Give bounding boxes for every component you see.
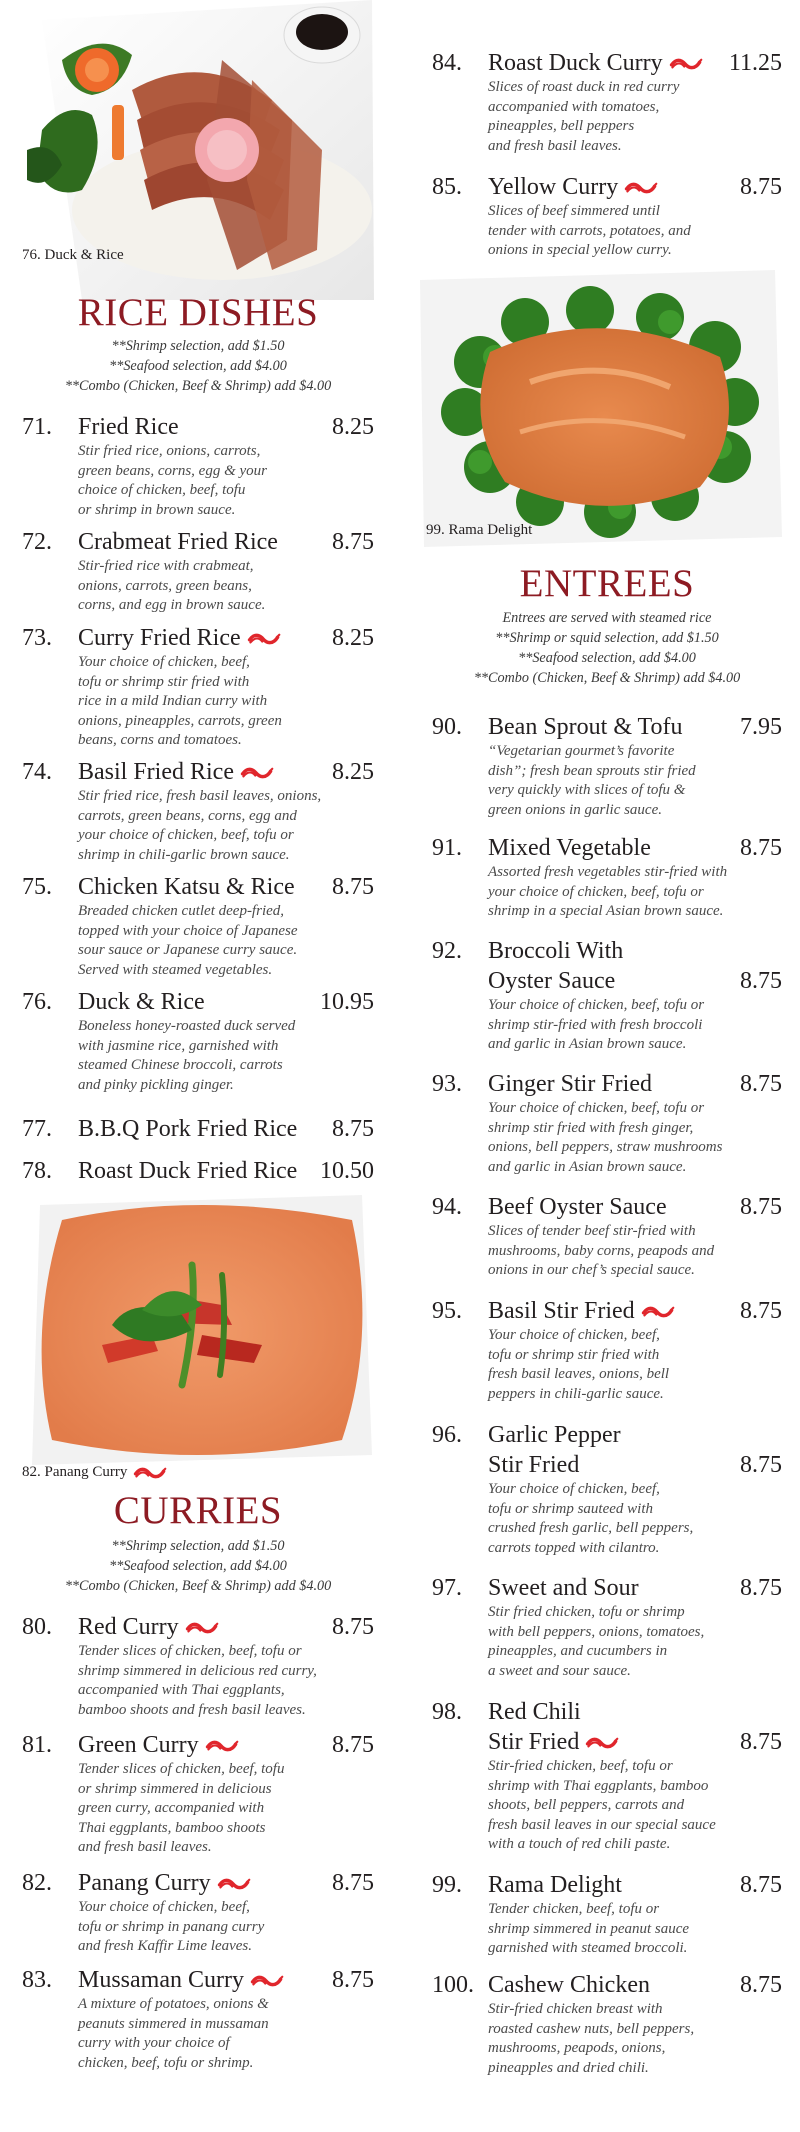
menu-item-71 (22, 412, 374, 520)
desc-line: mushrooms, peapods, onions, (488, 2040, 666, 2056)
menu-item-97 (432, 1573, 782, 1681)
item-price: 8.25 (332, 625, 374, 651)
desc-line: Your choice of chicken, beef, (488, 1327, 660, 1343)
desc-line: or shrimp in brown sauce. (78, 501, 236, 518)
item-price: 8.75 (740, 1452, 782, 1478)
menu-item-98 (432, 1697, 782, 1855)
item-number: 90. (432, 714, 462, 740)
item-price: 8.75 (740, 1729, 782, 1755)
desc-line: shrimp in a special Asian brown sauce. (488, 903, 724, 919)
spicy-chili-icon (641, 1305, 675, 1319)
desc-line: shrimp stir-fried with fresh broccoli (488, 1016, 703, 1033)
menu-item-82 (22, 1868, 374, 1957)
item-description (488, 742, 782, 820)
desc-line: Served with steamed vegetables. (78, 961, 273, 978)
desc-line: shrimp simmered in peanut sauce (488, 1920, 690, 1937)
menu-item-100 (432, 1970, 782, 2078)
desc-line: very quickly with slices of tofu & (488, 782, 686, 798)
item-description (488, 1480, 782, 1558)
desc-line: or shrimp simmered in delicious (78, 1780, 272, 1797)
item-number: 100. (432, 1972, 474, 1998)
panang-curry-photo (22, 1195, 374, 1465)
desc-line: “Vegetarian gourmet’s favorite (488, 743, 675, 759)
item-name: Mixed Vegetable (488, 835, 651, 861)
menu-item-93 (432, 1069, 782, 1177)
desc-line: fresh basil leaves in our special sauce (488, 1816, 716, 1833)
menu-item-73 (22, 623, 374, 751)
menu-item-74 (22, 757, 374, 865)
item-name: Garlic Pepper (488, 1422, 621, 1448)
item-name: Sweet and Sour (488, 1575, 639, 1601)
desc-line: accompanied with Thai eggplants, (78, 1682, 285, 1698)
rama-delight-caption: 99. Rama Delight (426, 522, 533, 538)
desc-line: with jasmine rice, garnished with (78, 1037, 279, 1054)
item-price: 8.75 (740, 1071, 782, 1097)
desc-line: corns, and egg in brown sauce. (78, 597, 266, 613)
desc-line: pineapples and dried chili. (488, 2059, 649, 2076)
item-price: 8.75 (332, 874, 374, 900)
item-name: Broccoli With (488, 938, 624, 964)
desc-line: tofu or shrimp stir fried with (78, 673, 250, 690)
desc-line: onions, bell peppers, straw mushrooms (488, 1139, 723, 1155)
desc-line: with a touch of red chili paste. (488, 1836, 671, 1852)
desc-line: green onions in garlic sauce. (488, 801, 663, 818)
rice-dishes-title: RICE DISHES (77, 291, 319, 334)
item-number: 75. (22, 874, 52, 900)
item-price: 8.75 (332, 1614, 374, 1640)
desc-line: crushed fresh garlic, bell peppers, (488, 1520, 694, 1536)
item-price: 8.75 (740, 1972, 782, 1998)
item-name: Curry Fried Rice (78, 625, 241, 651)
desc-line: onions in special yellow curry. (488, 242, 672, 258)
desc-line: pineapples, bell peppers (488, 118, 635, 134)
item-name: Fried Rice (78, 414, 179, 440)
item-description (78, 442, 374, 520)
item-number: 98. (432, 1699, 462, 1725)
item-name: Basil Stir Fried (488, 1298, 635, 1324)
item-description (488, 1222, 782, 1281)
desc-line: onions, pineapples, carrots, green (78, 712, 282, 729)
note-line: **Shrimp selection, add $1.50 (111, 338, 285, 354)
item-description (488, 1757, 782, 1855)
item-name: Red Chili (488, 1699, 581, 1725)
item-name-line2: Oyster Sauce (488, 968, 616, 994)
item-number: 78. (22, 1158, 52, 1184)
desc-line: Stir fried chicken, tofu or shrimp (488, 1604, 685, 1620)
item-description (78, 902, 374, 980)
note-line: **Shrimp selection, add $1.50 (111, 1538, 285, 1554)
note-line: **Combo (Chicken, Beef & Shrimp) add $4.00 (64, 1578, 332, 1594)
item-description (78, 1642, 374, 1720)
desc-line: mushrooms, baby corns, peapods and (488, 1242, 715, 1259)
item-number: 76. (22, 989, 52, 1015)
item-name-wrap (78, 757, 274, 787)
menu-item-90 (432, 712, 782, 820)
desc-line: topped with your choice of Japanese (78, 922, 298, 939)
desc-line: peppers in chili-garlic sauce. (488, 1385, 664, 1402)
desc-line: sour sauce or Japanese curry sauce. (78, 942, 298, 958)
item-name-wrap (78, 623, 281, 653)
desc-line: carrots, green beans, corns, egg and (78, 807, 297, 824)
item-description (488, 1099, 782, 1177)
menu-item-85 (432, 172, 782, 261)
item-price: 7.95 (740, 714, 782, 740)
desc-line: curry with your choice of (78, 2035, 230, 2051)
desc-line: Slices of roast duck in red curry (488, 79, 680, 95)
desc-line: green beans, corns, egg & your (78, 462, 267, 479)
desc-line: onions, carrots, green beans, (78, 577, 252, 594)
item-description (488, 996, 782, 1055)
desc-line: pineapples, and cucumbers in (488, 1643, 668, 1659)
menu-item-77 (22, 1114, 374, 1144)
desc-line: Stir-fried chicken breast with (488, 2001, 663, 2017)
menu-item-94 (432, 1192, 782, 1281)
menu-item-99 (432, 1870, 782, 1959)
item-name: Panang Curry (78, 1870, 211, 1896)
desc-line: dish”; fresh bean sprouts stir fried (488, 762, 696, 779)
item-number: 71. (22, 414, 52, 440)
desc-line: and fresh basil leaves. (488, 137, 622, 154)
desc-line: Stir fried rice, fresh basil leaves, onions, (78, 788, 322, 804)
item-number: 94. (432, 1194, 462, 1220)
desc-line: rice in a mild Indian curry with (78, 693, 268, 709)
item-description (488, 2000, 782, 2078)
item-price: 8.75 (740, 1872, 782, 1898)
desc-line: chicken, beef, tofu or shrimp. (78, 2054, 254, 2071)
spicy-chili-icon (585, 1736, 619, 1750)
desc-line: garnished with steamed broccoli. (488, 1940, 688, 1956)
item-price: 8.75 (332, 1870, 374, 1896)
item-name: Crabmeat Fried Rice (78, 529, 278, 555)
item-number: 95. (432, 1298, 462, 1324)
menu-item-72 (22, 527, 374, 616)
item-name-line2: Stir Fried (488, 1729, 580, 1755)
item-name: Basil Fried Rice (78, 759, 234, 785)
rice-dishes-notes (22, 336, 374, 396)
item-number: 73. (22, 625, 52, 651)
menu-item-76 (22, 987, 374, 1095)
item-name-wrap (78, 1868, 251, 1898)
desc-line: A mixture of potatoes, onions & (78, 1996, 269, 2012)
spicy-chili-icon (669, 57, 703, 71)
item-description (488, 78, 782, 156)
item-price: 8.25 (332, 759, 374, 785)
desc-line: shrimp with Thai eggplants, bamboo (488, 1777, 709, 1794)
item-name-wrap (488, 48, 703, 78)
panang-curry-caption (22, 1464, 167, 1481)
item-price: 8.75 (332, 1967, 374, 1993)
note-line: Entrees are served with steamed rice (502, 610, 712, 626)
note-line: **Seafood selection, add $4.00 (109, 1558, 287, 1574)
desc-line: shrimp stir fried with fresh ginger, (488, 1119, 694, 1136)
spicy-chili-icon (133, 1466, 167, 1480)
spicy-chili-icon (240, 766, 274, 780)
desc-line: onions in our chef’s special sauce. (488, 1262, 695, 1278)
menu-item-78 (22, 1156, 374, 1186)
menu-item-75 (22, 872, 374, 980)
item-name-wrap (488, 1296, 675, 1326)
menu-item-83 (22, 1965, 374, 2073)
item-price: 11.25 (728, 50, 782, 76)
menu-item-84 (432, 48, 782, 156)
item-description (78, 557, 374, 616)
desc-line: steamed Chinese broccoli, carrots (78, 1057, 283, 1073)
item-price: 8.75 (740, 835, 782, 861)
desc-line: green curry, accompanied with (78, 1800, 265, 1816)
spicy-chili-icon (624, 181, 658, 195)
desc-line: and garlic in Asian brown sauce. (488, 1036, 687, 1052)
item-number: 99. (432, 1872, 462, 1898)
note-line: **Seafood selection, add $4.00 (518, 650, 696, 666)
item-number: 77. (22, 1116, 52, 1142)
desc-line: Tender slices of chicken, beef, tofu or (78, 1643, 302, 1659)
item-number: 84. (432, 50, 462, 76)
item-price: 8.75 (740, 1194, 782, 1220)
item-number: 83. (22, 1967, 52, 1993)
spicy-chili-icon (217, 1877, 251, 1891)
item-number: 80. (22, 1614, 52, 1640)
item-description (488, 202, 782, 261)
item-number: 93. (432, 1071, 462, 1097)
item-description (488, 1603, 782, 1681)
menu-item-91 (432, 833, 782, 922)
desc-line: Boneless honey-roasted duck served (78, 1018, 296, 1034)
desc-line: your choice of chicken, beef, tofu or (488, 883, 704, 900)
item-name: Duck & Rice (78, 989, 205, 1015)
item-price: 8.75 (740, 1298, 782, 1324)
desc-line: and pinky pickling ginger. (78, 1076, 234, 1093)
item-name-line2-wrap (488, 1727, 619, 1757)
desc-line: Tender slices of chicken, beef, tofu (78, 1761, 285, 1777)
item-price: 8.25 (332, 414, 374, 440)
item-name: Chicken Katsu & Rice (78, 874, 295, 900)
item-number: 92. (432, 938, 462, 964)
item-number: 72. (22, 529, 52, 555)
note-line: **Shrimp or squid selection, add $1.50 (495, 630, 719, 646)
item-number: 82. (22, 1870, 52, 1896)
item-description (78, 653, 374, 751)
item-name: B.B.Q Pork Fried Rice (78, 1116, 298, 1142)
entrees-title: ENTREES (519, 562, 695, 605)
item-name: Green Curry (78, 1732, 199, 1758)
item-description (488, 1900, 782, 1959)
item-number: 81. (22, 1732, 52, 1758)
desc-line: beans, corns and tomatoes. (78, 732, 242, 748)
item-description (488, 1326, 782, 1404)
item-name: Red Curry (78, 1614, 179, 1640)
desc-line: Tender chicken, beef, tofu or (488, 1901, 660, 1917)
desc-line: tofu or shrimp stir fried with (488, 1346, 660, 1363)
desc-line: roasted cashew nuts, bell peppers, (488, 2020, 695, 2037)
desc-line: your choice of chicken, beef, tofu or (78, 827, 294, 843)
desc-line: Your choice of chicken, beef, (488, 1481, 660, 1497)
desc-line: Stir fried rice, onions, carrots, (78, 443, 261, 459)
item-description (78, 1760, 374, 1858)
item-name: Yellow Curry (488, 174, 619, 200)
desc-line: shrimp simmered in delicious red curry, (78, 1662, 317, 1679)
desc-line: Slices of beef simmered until (488, 203, 660, 219)
desc-line: fresh basil leaves, onions, bell (488, 1366, 670, 1382)
desc-line: with bell peppers, onions, tomatoes, (488, 1623, 705, 1640)
desc-line: Stir-fried chicken, beef, tofu or (488, 1758, 673, 1774)
rama-delight-photo (420, 262, 782, 547)
curries-title: CURRIES (113, 1489, 283, 1532)
menu-item-81 (22, 1730, 374, 1858)
item-name: Beef Oyster Sauce (488, 1194, 667, 1220)
item-number: 85. (432, 174, 462, 200)
item-number: 97. (432, 1575, 462, 1601)
desc-line: peanuts simmered in mussaman (78, 2015, 269, 2032)
desc-line: tender with carrots, potatoes, and (488, 222, 691, 239)
item-name: Bean Sprout & Tofu (488, 714, 683, 740)
desc-line: Thai eggplants, bamboo shoots (78, 1819, 266, 1836)
item-description (78, 1017, 374, 1095)
note-line: **Combo (Chicken, Beef & Shrimp) add $4.00 (64, 378, 332, 394)
item-price: 8.75 (740, 1575, 782, 1601)
spicy-chili-icon (205, 1739, 239, 1753)
item-name-wrap (78, 1612, 219, 1642)
item-name: Ginger Stir Fried (488, 1071, 652, 1097)
menu-item-80 (22, 1612, 374, 1720)
item-number: 96. (432, 1422, 462, 1448)
item-price: 8.75 (332, 1732, 374, 1758)
menu-item-96 (432, 1420, 782, 1558)
desc-line: and fresh Kaffir Lime leaves. (78, 1938, 253, 1954)
desc-line: choice of chicken, beef, tofu (78, 482, 246, 498)
item-description (488, 863, 782, 922)
desc-line: Assorted fresh vegetables stir-fried with (488, 864, 728, 880)
desc-line: Your choice of chicken, beef, tofu or (488, 997, 705, 1013)
item-name-wrap (78, 1730, 239, 1760)
menu-item-92 (432, 936, 782, 1055)
entrees-notes (432, 608, 782, 688)
duck-rice-caption: 76. Duck & Rice (22, 247, 124, 263)
item-name-wrap (488, 172, 658, 202)
item-price: 8.75 (332, 1116, 374, 1142)
desc-line: tofu or shrimp in panang curry (78, 1918, 265, 1935)
desc-line: Your choice of chicken, beef, tofu or (488, 1100, 705, 1116)
item-name: Rama Delight (488, 1872, 622, 1898)
item-name: Cashew Chicken (488, 1972, 650, 1998)
desc-line: Slices of tender beef stir-fried with (488, 1223, 696, 1239)
item-description (78, 787, 374, 865)
item-description (78, 1995, 374, 2073)
item-number: 91. (432, 835, 462, 861)
desc-line: Breaded chicken cutlet deep-fried, (78, 903, 285, 919)
panang-caption-text: 82. Panang Curry (22, 1464, 128, 1480)
desc-line: a sweet and sour sauce. (488, 1662, 631, 1679)
desc-line: Your choice of chicken, beef, (78, 654, 250, 670)
desc-line: Your choice of chicken, beef, (78, 1899, 250, 1915)
item-name-line2: Stir Fried (488, 1452, 580, 1478)
spicy-chili-icon (247, 632, 281, 646)
item-name: Roast Duck Curry (488, 50, 663, 76)
desc-line: accompanied with tomatoes, (488, 98, 660, 115)
item-number: 74. (22, 759, 52, 785)
item-price: 8.75 (332, 529, 374, 555)
desc-line: tofu or shrimp sauteed with (488, 1500, 654, 1517)
note-line: **Combo (Chicken, Beef & Shrimp) add $4.00 (473, 670, 741, 686)
curries-notes (22, 1536, 374, 1596)
item-name: Mussaman Curry (78, 1967, 244, 1993)
desc-line: bamboo shoots and fresh basil leaves. (78, 1701, 306, 1718)
spicy-chili-icon (250, 1974, 284, 1988)
item-name: Roast Duck Fried Rice (78, 1158, 298, 1184)
item-name-wrap (78, 1965, 284, 1995)
desc-line: carrots topped with cilantro. (488, 1539, 660, 1556)
note-line: **Seafood selection, add $4.00 (109, 358, 287, 374)
desc-line: shrimp in chili-garlic brown sauce. (78, 846, 290, 863)
spicy-chili-icon (185, 1621, 219, 1635)
menu-item-95 (432, 1296, 782, 1404)
item-description (78, 1898, 374, 1957)
item-price: 8.75 (740, 968, 782, 994)
desc-line: shoots, bell peppers, carrots and (488, 1797, 685, 1813)
desc-line: and fresh basil leaves. (78, 1839, 212, 1855)
desc-line: Stir-fried rice with crabmeat, (78, 558, 254, 574)
item-price: 10.95 (320, 989, 374, 1015)
item-price: 8.75 (740, 174, 782, 200)
item-price: 10.50 (320, 1158, 374, 1184)
desc-line: and garlic in Asian brown sauce. (488, 1158, 687, 1175)
